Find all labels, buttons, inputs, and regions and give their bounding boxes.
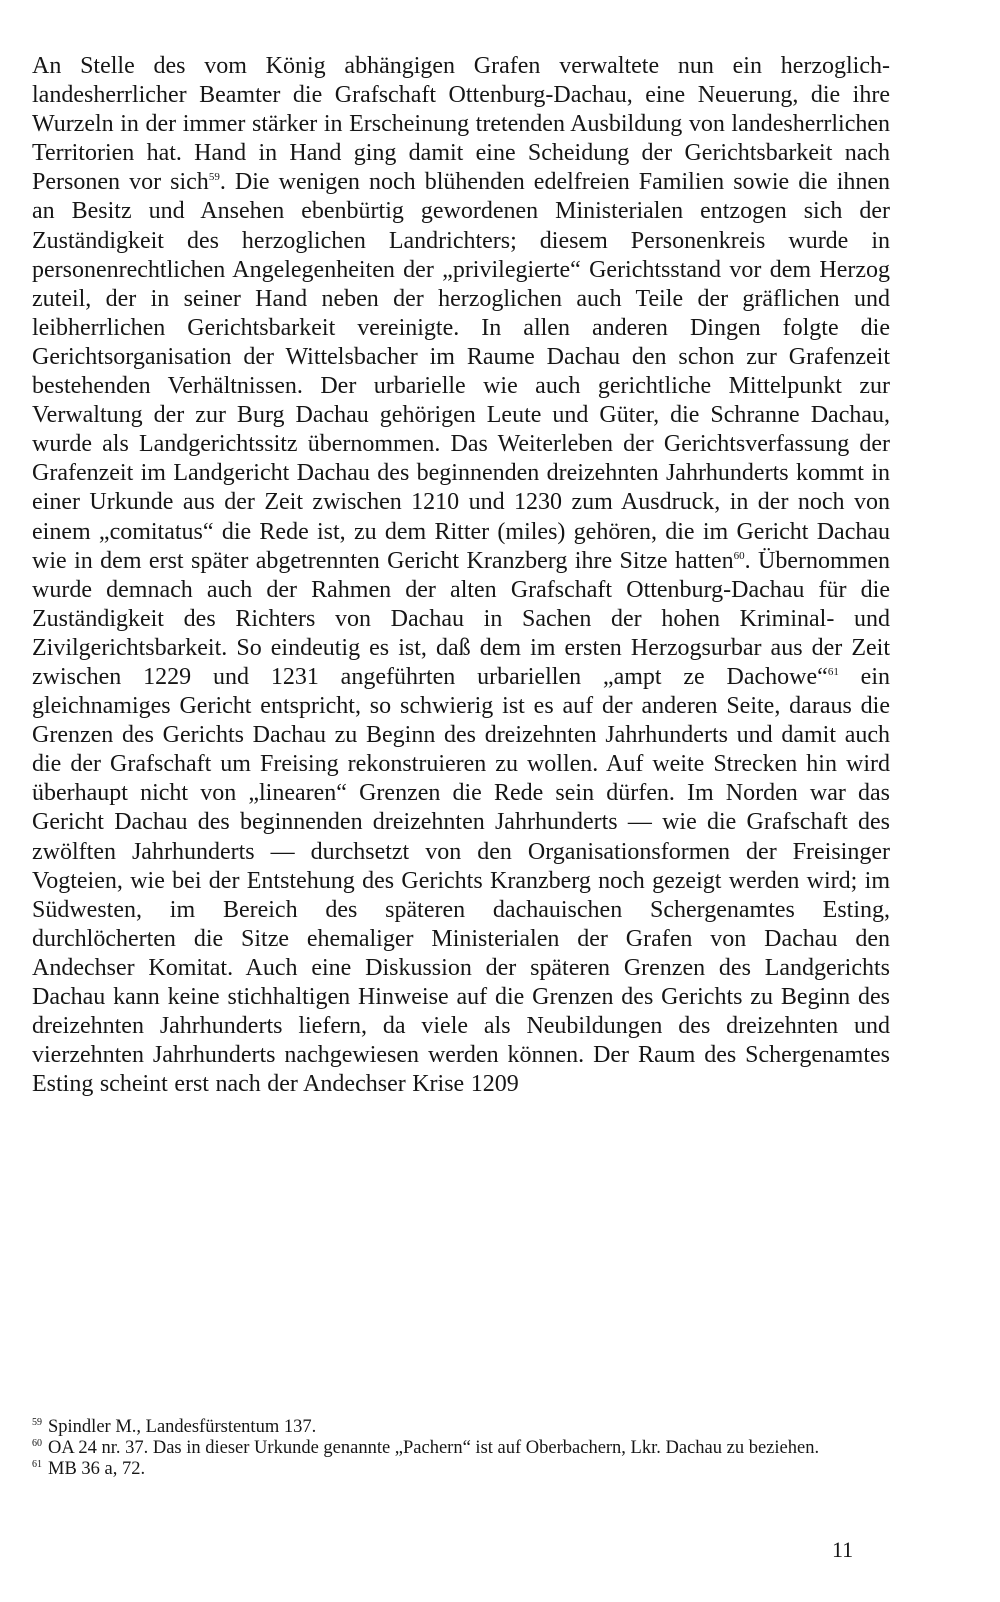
footnote-60	[32, 1438, 862, 1459]
footnote-61	[32, 1459, 862, 1480]
footnote-ref-60: 60	[733, 549, 745, 562]
page-number: 11	[832, 1537, 854, 1562]
footnote-ref-61: 61	[827, 665, 839, 678]
footnote-text: Spindler M., Landesfürstentum 137.	[48, 1417, 317, 1437]
footnote-text: MB 36 a, 72.	[48, 1459, 146, 1479]
footnote-number: 61	[32, 1459, 42, 1470]
footnote-number: 59	[32, 1417, 42, 1428]
page	[32, 52, 890, 1592]
footnote-59	[32, 1417, 862, 1438]
footnotes	[32, 1417, 862, 1480]
footnote-number: 60	[32, 1438, 42, 1449]
footnote-text: OA 24 nr. 37. Das in dieser Urkunde genannte „Pachern“ ist auf Oberbachern, Lkr. Dachau zu beziehen.	[48, 1438, 820, 1458]
body-text-part-1: An Stelle des vom König abhängigen Grafen verwaltete nun ein herzoglich-landesherrlicher Beamter die Grafschaft Ottenburg-Dachau, eine Neuerung, die ihre Wurzeln in der immer stärker in Erscheinung tretenden Ausbildung von landesherrlichen Territorien hat. Hand in Hand ging damit eine Scheidung der Gerichtsbarkeit nach Personen vor sich	[32, 53, 890, 196]
body-paragraph	[32, 52, 890, 1099]
footnote-ref-59: 59	[208, 171, 220, 184]
body-text-part-3: . Übernommen wurde demnach auch der Rahmen der alten Grafschaft Ottenburg-Dachau für die Zuständigkeit des Richters von Dachau in Sachen der hohen Kriminal- und Zivilgerichtsbarkeit. So eindeutig es ist, daß dem im ersten Herzogsurbar aus der Zeit zwischen 1229 und 1231 angeführten urbariellen „ampt ze Dachowe“	[32, 547, 891, 690]
body-text-part-4: ein gleichnamiges Gericht entspricht, so schwierig ist es auf der anderen Seite, daraus die Grenzen des Gerichts Dachau zu Beginn des dreizehnten Jahrhunderts und damit auch die der Grafschaft um Freising rekonstruieren zu wollen. Auf weite Strecken hin wird überhaupt nicht von „linearen“ Grenzen die Rede sein dürfen. Im Norden war das Gericht Dachau des beginnenden dreizehnten Jahrhunderts — wie die Grafschaft des zwölften Jahrhunderts — durchsetzt von den Organisationsformen der Freisinger Vogteien, wie bei der Entstehung des Gerichts Kranzberg noch gezeigt werden wird; im Südwesten, im Bereich des späteren dachauischen Schergenamtes Esting, durchlöcherten die Sitze ehemaliger Ministerialen der Grafen von Dachau den Andechser Komitat. Auch eine Diskussion der späteren Grenzen des Landgerichts Dachau kann keine stichhaltigen Hinweise auf die Grenzen des Gerichts zu Beginn des dreizehnten Jahrhunderts liefern, da viele als Neubildungen des dreizehnten und vierzehnten Jahrhunderts nachgewiesen werden können. Der Raum des Schergenamtes Esting scheint erst nach der Andechser Krise 1209	[32, 663, 890, 1098]
body-text-part-2: . Die wenigen noch blühenden edelfreien Familien sowie die ihnen an Besitz und Ansehen ebenbürtig gewordenen Ministerialen entzogen sich der Zuständigkeit des herzoglichen Landrichters; diesem Personenkreis wurde in personenrechtlichen Angelegenheiten der „privilegierte“ Gerichtsstand vor dem Herzog zuteil, der in seiner Hand neben der herzoglichen auch Teile der gräflichen und leibherrlichen Gerichtsbarkeit vereinigte. In allen anderen Dingen folgte die Gerichtsorganisation der Wittelsbacher im Raume Dachau den schon zur Grafenzeit bestehenden Verhältnissen. Der urbarielle wie auch gerichtliche Mittelpunkt zur Verwaltung der zur Burg Dachau gehörigen Leute und Güter, die Schranne Dachau, wurde als Landgerichtssitz übernommen. Das Weiterleben der Gerichtsverfassung der Grafenzeit im Landgericht Dachau des beginnenden dreizehnten Jahrhunderts kommt in einer Urkunde aus der Zeit zwischen 1210 und 1230 zum Ausdruck, in der noch von einem „comitatus“ die Rede ist, zu dem Ritter (miles) gehören, die im Gericht Dachau wie in dem erst später abgetrennten Gericht Kranzberg ihre Sitze hatten	[32, 169, 891, 574]
